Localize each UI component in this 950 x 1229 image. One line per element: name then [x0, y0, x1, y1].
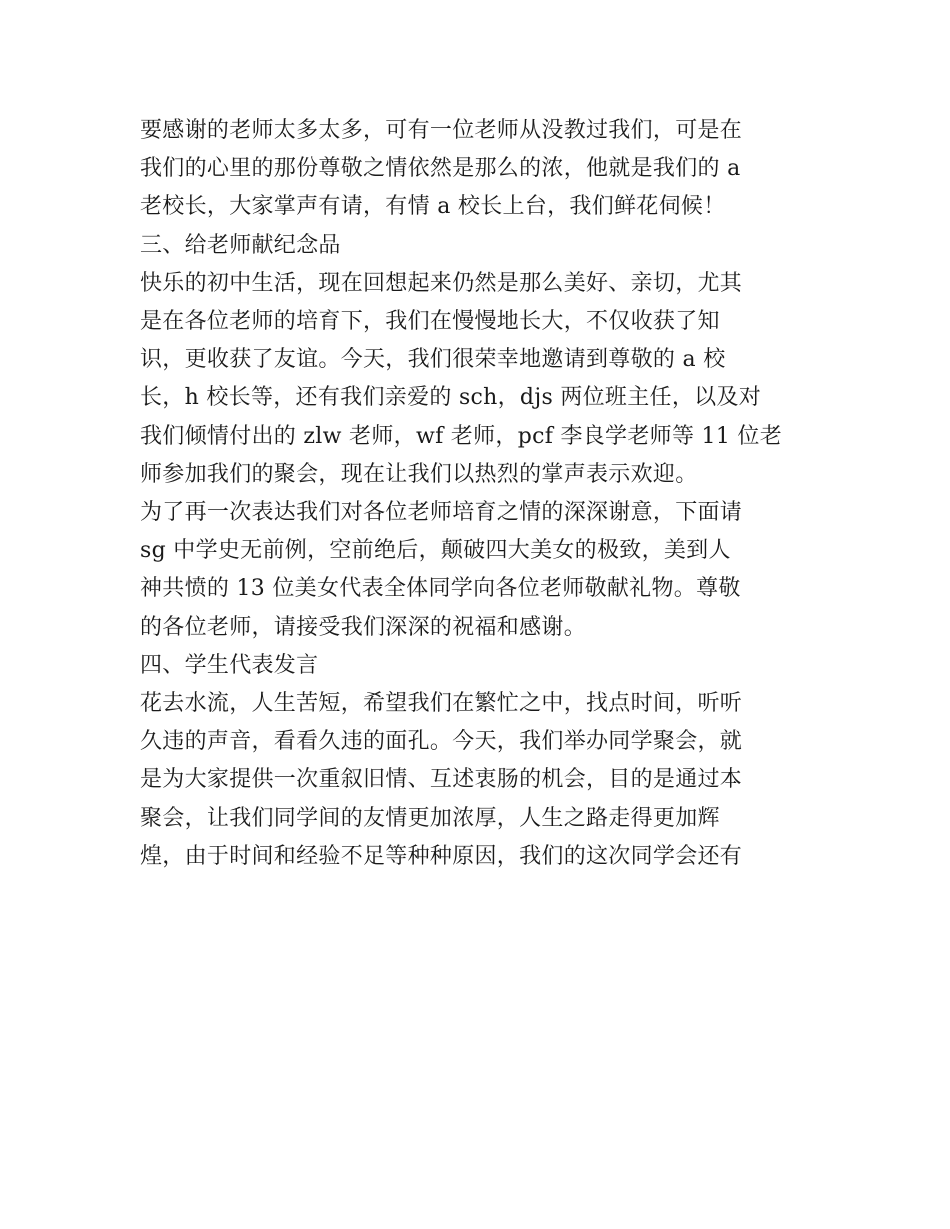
section-heading: 四、学生代表发言: [140, 652, 319, 678]
text-line: 我们倾情付出的 zlw 老师，wf 老师，pcf 李良学老师等 11 位老: [140, 423, 783, 449]
text-line: 神共愤的 13 位美女代表全体同学向各位老师敬献礼物。尊敬: [140, 576, 741, 602]
text-line: 长，h 校长等，还有我们亲爱的 sch，djs 两位班主任，以及对: [140, 385, 762, 411]
text-line: 识，更收获了友谊。今天，我们很荣幸地邀请到尊敬的 a 校: [140, 347, 726, 373]
text-line: sg 中学史无前例，空前绝后，颠破四大美女的极致，美到人: [140, 538, 731, 564]
text-line: 煌，由于时间和经验不足等种种原因，我们的这次同学会还有: [140, 843, 743, 869]
text-line: 要感谢的老师太多太多，可有一位老师从没教过我们，可是在: [140, 118, 743, 143]
text-line: 快乐的初中生活，现在回想起来仍然是那么美好、亲切，尤其: [140, 270, 743, 296]
text-line: 的各位老师，请接受我们深深的祝福和感谢。: [140, 614, 587, 640]
text-line: 花去水流，人生苦短，希望我们在繁忙之中，找点时间，听听: [140, 691, 743, 717]
text-line: 久违的声音，看看久违的面孔。今天，我们举办同学聚会，就: [140, 729, 743, 755]
text-line: 聚会，让我们同学间的友情更加浓厚，人生之路走得更加辉: [140, 805, 720, 831]
text-line: 我们的心里的那份尊敬之情依然是那么的浓，他就是我们的 a: [140, 156, 741, 182]
section-heading: 三、给老师献纪念品: [140, 232, 341, 258]
document-body: [140, 112, 820, 876]
text-line: 为了再一次表达我们对各位老师培育之情的深深谢意，下面请: [140, 500, 743, 526]
text-line: 是为大家提供一次重叙旧情、互述衷肠的机会，目的是通过本: [140, 767, 743, 793]
text-line: 是在各位老师的培育下，我们在慢慢地长大，不仅收获了知: [140, 309, 720, 335]
text-line: 老校长，大家掌声有请，有情 a 校长上台，我们鲜花伺候！: [140, 194, 726, 220]
text-line: 师参加我们的聚会，现在让我们以热烈的掌声表示欢迎。: [140, 461, 698, 487]
